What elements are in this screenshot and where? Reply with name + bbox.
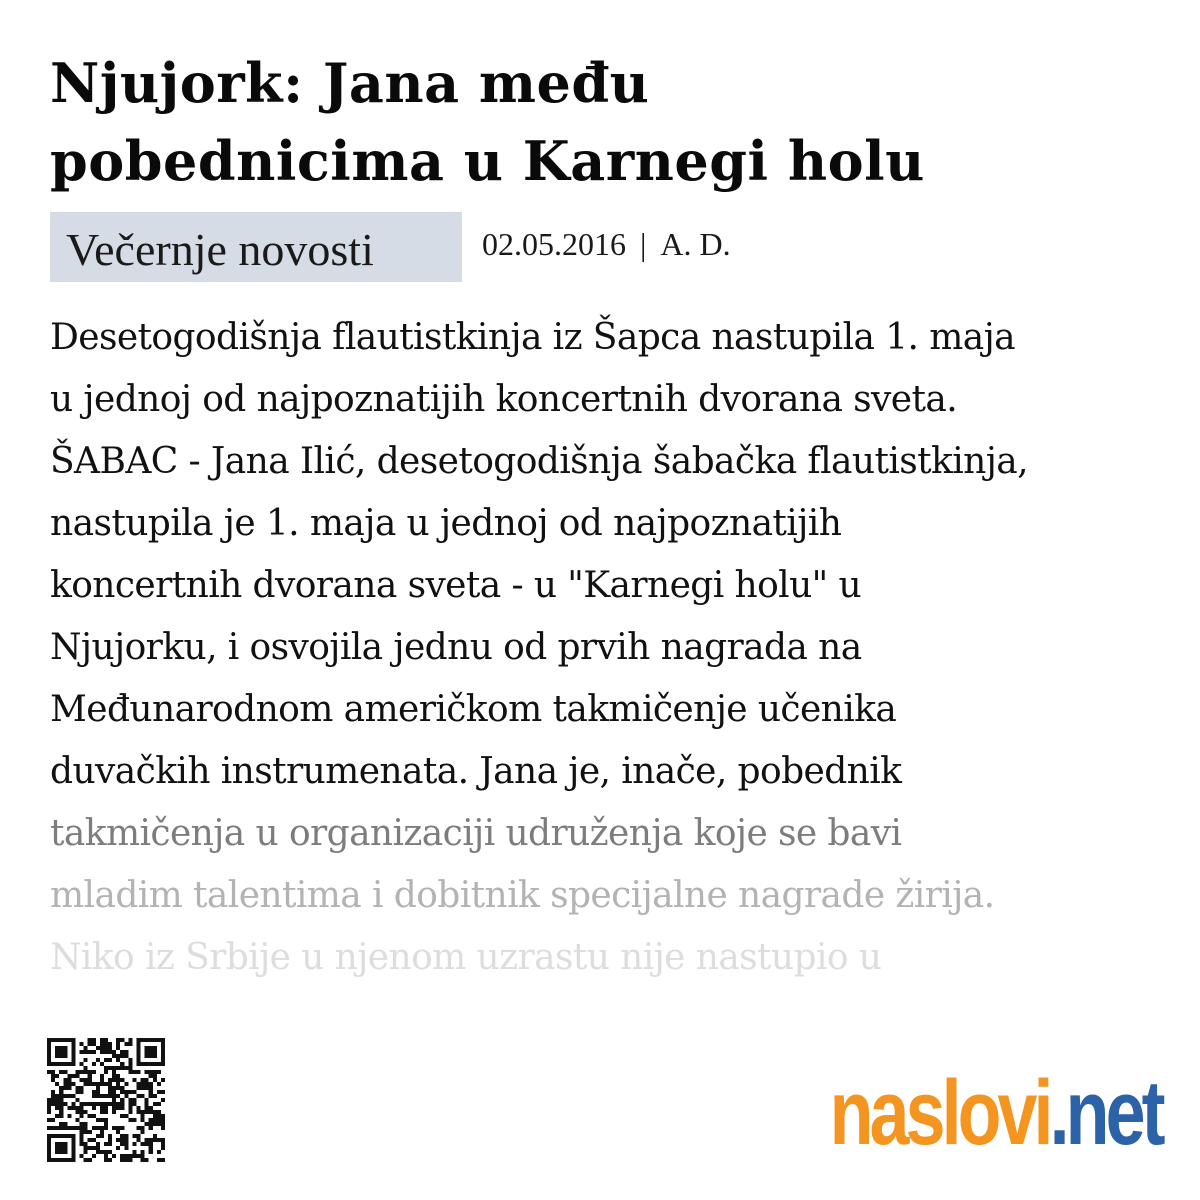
- article-line: Njujorku, i osvojila jednu od prvih nagrada na: [50, 627, 862, 668]
- naslovi-logo[interactable]: [830, 1058, 1162, 1168]
- article-line-faded: takmičenja u organizaciji udruženja koje se bavi: [50, 813, 902, 854]
- logo-naslovi: naslovi: [830, 1062, 1051, 1164]
- meta-info: [482, 224, 731, 264]
- article-line: u jednoj od najpoznatijih koncertnih dvorana sveta.: [50, 379, 958, 420]
- article-line: nastupila je 1. maja u jednoj od najpoznatijih: [50, 503, 842, 544]
- article-line: Desetogodišnja flautistkinja iz Šapca nastupila 1. maja: [50, 317, 1016, 358]
- logo-net: .net: [1050, 1062, 1162, 1164]
- headline-line-1: Njujork: Jana među: [50, 51, 650, 115]
- article-line-faded: mladim talentima i dobitnik specijalne nagrade žirija.: [50, 875, 995, 916]
- headline-line-2: pobednicima u Karnegi holu: [50, 129, 925, 193]
- headline: [50, 44, 1150, 200]
- article-line-faded: Niko iz Srbije u njenom uzrastu nije nastupio u: [50, 937, 882, 978]
- qr-code-icon[interactable]: [47, 1038, 165, 1162]
- meta-separator: |: [640, 226, 647, 262]
- article-line: duvačkih instrumenata. Jana je, inače, pobednik: [50, 751, 902, 792]
- article-line: Međunarodnom američkom takmičenje učenika: [50, 689, 897, 730]
- article-body: [50, 307, 1160, 989]
- article-line: ŠABAC - Jana Ilić, desetogodišnja šabačka flautistkinja,: [50, 441, 1028, 482]
- source-badge[interactable]: Večernje novosti: [50, 212, 462, 282]
- publish-date: 02.05.2016: [482, 226, 626, 262]
- article-line: koncertnih dvorana sveta - u "Karnegi holu" u: [50, 565, 862, 606]
- author: A. D.: [660, 226, 731, 262]
